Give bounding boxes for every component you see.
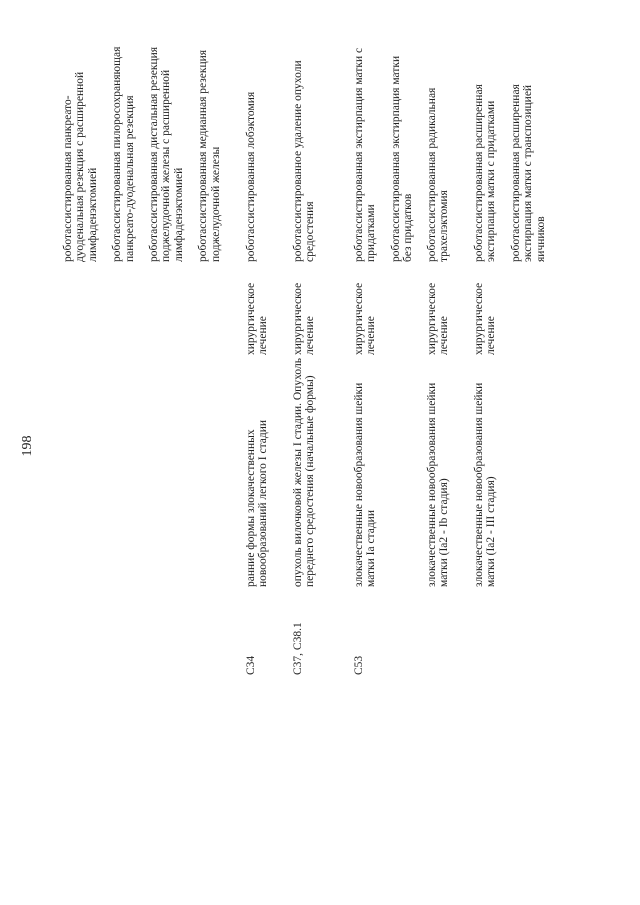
methods-cell (292, 42, 329, 262)
diagnosis-cell: злокачественные новообразования шейки матки (Ia2 - Ib стадия) (426, 382, 451, 587)
code-cell: C53 (353, 655, 365, 675)
method-text: роботассистированная расширенная экстирпация матки с транспозицией яичников (509, 84, 547, 262)
code-cell: C37, C38.1 (292, 622, 304, 675)
method-text: роботассистированное удаление опухоли средостения (292, 60, 317, 262)
methods-cell (426, 42, 463, 262)
method-text: роботассистированная экстирпация матки без придатков (389, 55, 415, 262)
methods-cell (245, 42, 269, 262)
method-text: роботассистированная лобэктомия (245, 91, 257, 262)
method-text: роботассистированная дистальная резекция поджелудочной железы с расширенной лимфаденэктомией (148, 46, 185, 262)
method-text: роботассистированная пилоросохраняющая панкреато-дуоденальная резекция (111, 46, 136, 262)
methods-cell (353, 42, 427, 262)
diagnosis-cell: опухоль вилочковой железы I стадии. Опухоль переднего средостения (начальные формы) (292, 358, 317, 587)
method-text: роботассистированная медианная резекция поджелудочной железы (197, 49, 222, 262)
treatment-type-cell: хирургическое лечение (292, 282, 317, 355)
treatment-type-cell: хирургическое лечение (426, 282, 451, 355)
method-text: роботассистированная расширенная экстирпация матки с придатками (473, 84, 498, 262)
page-number: 198 (20, 435, 35, 457)
code-cell: C34 (245, 655, 257, 675)
method-text: роботассистированная панкреато-дуоденальная резекция с расширенной лимфаденэктомией (62, 71, 99, 262)
treatment-type-cell: хирургическое лечение (353, 282, 378, 355)
treatment-type-cell: хирургическое лечение (473, 282, 498, 355)
treatment-type-cell: хирургическое лечение (245, 282, 270, 355)
method-text: роботассистированная экстирпация матки с придатками (353, 47, 378, 262)
diagnosis-cell: ранние формы злокачественных новообразований легкого I стадии (245, 419, 270, 587)
methods-cell (473, 42, 559, 262)
method-text: роботассистированная радикальная трахелэктомия (426, 87, 451, 262)
diagnosis-cell: злокачественные новообразования шейки матки Ia стадии (353, 382, 378, 587)
methods-cell (62, 42, 234, 262)
diagnosis-cell: злокачественные новообразования шейки матки (Ia2 - III стадия) (473, 382, 498, 587)
